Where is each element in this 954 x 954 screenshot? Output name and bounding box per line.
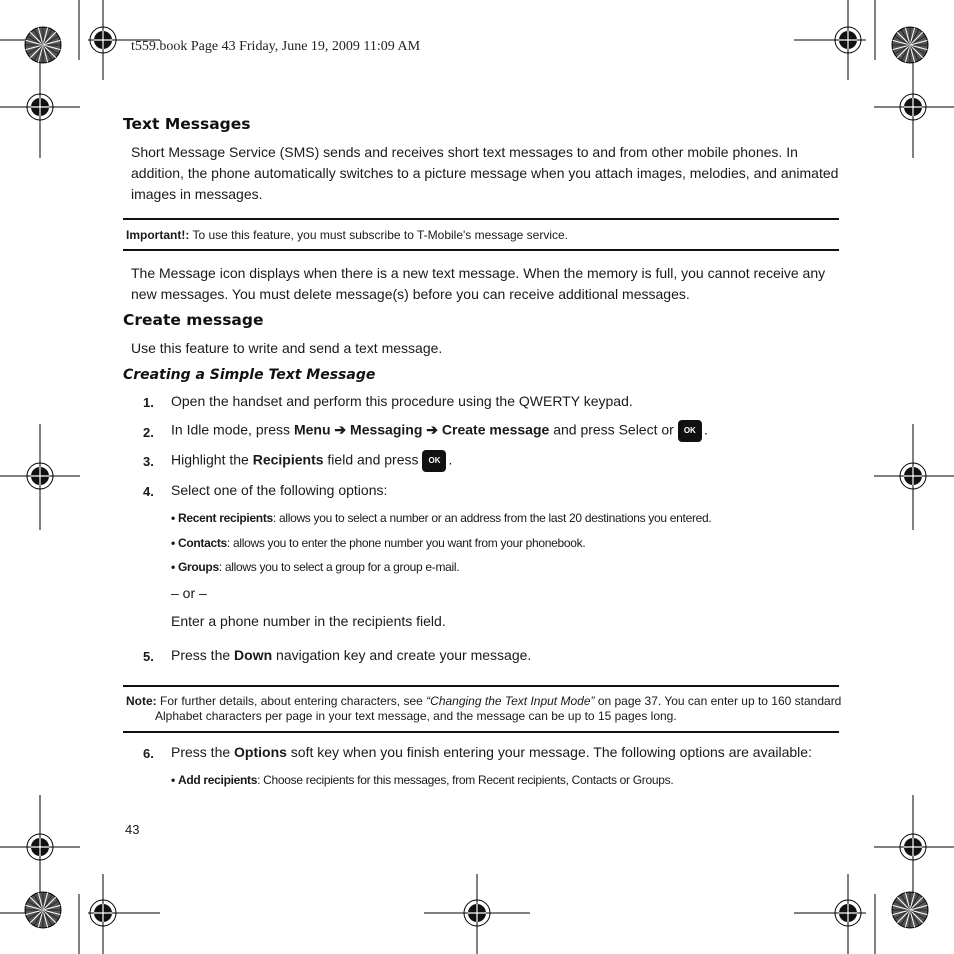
option-add-recipients: [171, 773, 673, 787]
messaging-keyword: Messaging: [350, 421, 423, 438]
step-number-1: 1.: [143, 395, 154, 410]
step-6-pre: Press the: [171, 744, 235, 760]
step-number-3: 3.: [143, 454, 154, 469]
important-text: To use this feature, you must subscribe to T-Mobile's message service.: [189, 228, 569, 242]
step-number-4: 4.: [143, 484, 154, 499]
option-desc: : allows you to enter the phone number you want from your phonebook.: [226, 536, 586, 550]
step-3-post: field and press: [323, 451, 419, 468]
starburst-mark: [892, 892, 928, 928]
note-line-2: Alphabet characters per page in your text message, and the message can be up to 15 pages long.: [155, 709, 677, 723]
option-desc: : Choose recipients for this messages, from Recent recipients, Contacts or Groups.: [257, 773, 674, 787]
note-reference: “Changing the Text Input Mode”: [426, 694, 595, 708]
step-6-post: soft key when you finish entering your message. The following options are available:: [286, 744, 812, 760]
bullet: •: [171, 536, 175, 550]
bullet: •: [171, 560, 175, 574]
step-1-text: Open the handset and perform this procedure using the QWERTY keypad.: [171, 393, 633, 409]
step-2-pre: In Idle mode, press: [171, 421, 294, 438]
ok-key-icon: OK: [678, 420, 702, 442]
step-2-text: [171, 420, 708, 442]
section-title-text-messages: Text Messages: [123, 115, 251, 133]
subsection-title-simple-text: Creating a Simple Text Message: [123, 367, 376, 383]
menu-keyword: Menu: [293, 421, 331, 438]
create-message-intro: Use this feature to write and send a text message.: [131, 340, 443, 356]
important-notice: [126, 228, 568, 243]
note-post: on page 37. You can enter up to 160 standard: [594, 694, 842, 708]
step-number-2: 2.: [143, 425, 154, 440]
note-line-1: [126, 694, 841, 709]
option-contacts: [171, 536, 585, 550]
bullet: •: [171, 773, 175, 787]
starburst-mark: [25, 892, 61, 928]
section-title-create-message: Create message: [123, 311, 264, 329]
option-desc: : allows you to select a group for a group e-mail.: [218, 560, 460, 574]
step-5-post: navigation key and create your message.: [272, 647, 532, 663]
options-keyword: Options: [234, 744, 287, 760]
step-3-pre: Highlight the: [171, 451, 253, 468]
option-label: Contacts: [177, 536, 227, 550]
print-header: t559.book Page 43 Friday, June 19, 2009 11:09 AM: [131, 39, 421, 54]
note-label: Note:: [126, 694, 157, 708]
option-desc: : allows you to select a number or an address from the last 20 destinations you entered.: [272, 511, 712, 525]
arrow-2: ➔: [422, 421, 442, 438]
step-5-pre: Press the: [171, 647, 235, 663]
or-separator: – or –: [171, 585, 207, 601]
step-6-text: [171, 744, 812, 760]
step-number-5: 5.: [143, 649, 154, 664]
important-label: Important!:: [126, 228, 190, 242]
option-label: Add recipients: [177, 773, 258, 787]
note-bottom-rule: [123, 731, 839, 733]
step-2-post: and press Select or: [549, 421, 674, 438]
page-number: 43: [125, 822, 140, 837]
recipients-keyword: Recipients: [252, 451, 324, 468]
ok-key-icon: OK: [422, 450, 446, 472]
option-label: Groups: [177, 560, 219, 574]
starburst-mark: [25, 27, 61, 63]
down-keyword: Down: [234, 647, 273, 663]
option-recent-recipients: [171, 511, 711, 525]
step-4-text: Select one of the following options:: [171, 482, 388, 498]
create-message-keyword: Create message: [441, 421, 550, 438]
option-label: Recent recipients: [177, 511, 273, 525]
message-icon-paragraph: The Message icon displays when there is a new text message. When the memory is full, you cannot receive any new messages. You must delete message(s) before you can receive additional messages.: [131, 265, 826, 302]
step-3-end: .: [448, 451, 453, 468]
step-number-6: 6.: [143, 746, 154, 761]
note-top-rule: [123, 685, 839, 687]
step-5-text: [171, 647, 531, 663]
bullet: •: [171, 511, 175, 525]
important-bottom-rule: [123, 249, 839, 251]
important-top-rule: [123, 218, 839, 220]
step-3-text: [171, 450, 452, 472]
arrow-1: ➔: [330, 421, 351, 438]
note-pre: For further details, about entering characters, see: [156, 694, 427, 708]
text-messages-intro: Short Message Service (SMS) sends and receives short text messages to and from other mobile phones. In addition, the phone automatically switches to a picture message when you attach images, melodies, and animated images in messages.: [131, 144, 839, 202]
starburst-mark: [892, 27, 928, 63]
option-groups: [171, 560, 459, 574]
step-2-end: .: [703, 421, 708, 438]
enter-phone-number-text: Enter a phone number in the recipients field.: [171, 613, 446, 629]
